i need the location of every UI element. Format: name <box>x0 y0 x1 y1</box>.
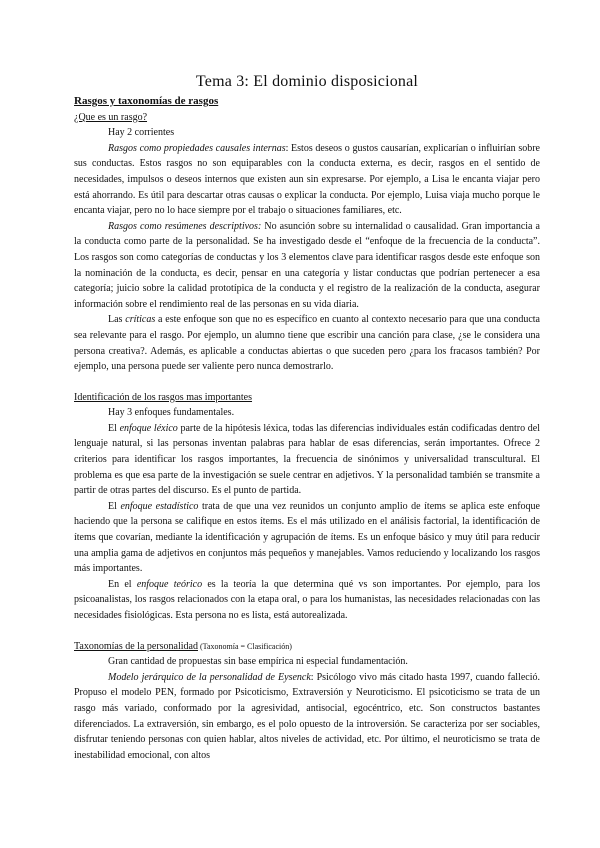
emphasis-term: Rasgos como propiedades causales internas <box>108 142 286 154</box>
subsection-note: (Taxonomía = Clasificación) <box>197 641 292 651</box>
section-heading: Rasgos y taxonomías de rasgos <box>74 95 219 107</box>
paragraph: El enfoque estadístico trata de que una vez reunidos un conjunto amplio de ítems se aplica este enfoque haciendo que la persona se califique en estos ítems. Es el más utilizado en el análisis factorial, la identificación de ítems que covarían, mediante la identificación y agrupación de ítems. Es un enfoque básico y muy útil para reducir una amplia gama de adjetivos en conjuntos más pequeños y manejables. Vamos reduciendo y localizando los rasgos más importantes. <box>74 500 540 575</box>
subsection-heading: ¿Que es un rasgo? <box>74 111 148 123</box>
emphasis-term: enfoque estadístico <box>120 500 199 512</box>
subsection-heading-row <box>74 639 540 655</box>
emphasis-term: críticas <box>125 314 156 326</box>
emphasis-term: Modelo jerárquico de la personalidad de Eysenck <box>108 671 311 683</box>
paragraph: Modelo jerárquico de la personalidad de Eysenck: Psicólogo vivo más citado hasta 1997, cuando falleció. Propuso el modelo PEN, formado por Psicoticismo, Extraversión y Neuroticismo. El psicoticismo se trata de un rasgo más variado, conformado por la agresividad, antisocial, egocéntrico, etc. Son constructos bastantes diferenciados. La extraversión, sin embargo, es el polo opuesto de la introversión. Se caracteriza por ser sociables, disfrutar teniendo personas con quien hablar, altos niveles de actividad, etc. Por último, el neuroticismo se trata de inestabilidad emocional, con altos <box>74 671 540 761</box>
emphasis-term: enfoque léxico <box>119 422 178 434</box>
subsection-heading: Taxonomías de la personalidad <box>74 640 198 652</box>
paragraph: Hay 3 enfoques fundamentales. <box>108 407 235 419</box>
page-title: Tema 3: El dominio disposicional <box>195 73 419 90</box>
paragraph: Rasgos como resúmenes descriptivos: No asunción sobre su internalidad o causalidad. Gran importancia a la conducta como parte de la personalidad. Se ha investigado desde el “enfoque de la frecuencia de la conducta”. Los rasgos son como categorías de conductas y los 3 elementos clave para identificar rasgos desde este enfoque son la nominación de la conducta, es decir, pensar en una categoría y listar conductas que podrían pertenecer a esa categoría; juicio sobre la calidad prototípica de la conducta y el registro de la realización de la conducta, asegurar información sobre el rendimiento real de las personas en su vida diaria. <box>74 220 540 310</box>
paragraph: Rasgos como propiedades causales internas: Estos deseos o gustos causarían, explicarían o influirían sobre sus conductas. Estos rasgos no son equiparables con la conducta externa, es decir, rasgos en el sentido de necesidades, impulsos o deseos internos que existen aun sin expresarse. Por ejemplo, a Lisa le encanta viajar pero está ahorrando. Es útil para descartar otras causas o explicar la conducta. Por ejemplo, Luisa viaja mucho porque le encanta viajar, pero no lo hace siempre por el trabajo o situaciones familiares, etc. <box>74 142 540 217</box>
paragraph: Hay 2 corrientes <box>108 127 175 139</box>
emphasis-term: enfoque teórico <box>136 578 203 590</box>
paragraph: Gran cantidad de propuestas sin base empírica ni especial fundamentación. <box>108 656 408 668</box>
subsection-heading: Identificación de los rasgos mas importantes <box>74 391 253 403</box>
paragraph: El enfoque léxico parte de la hipótesis léxica, todas las diferencias individuales están codificadas dentro del lenguaje natural, si las personas inventan palabras para hablar de esas diferencias, serán importantes. Ofrece 2 criterios para identificar los rasgos importantes, la frecuencia de sinónimos y universalidad transcultural. El problema es que esa parte de la investigación se suele centrar en adjetivos. Y la personalidad también se transmite a partir de otras partes del discurso. Es el punto de partida. <box>74 422 541 497</box>
paragraph: Las críticas a este enfoque son que no es específico en cuanto al contexto necesario para que una conducta sea relevante para el rasgo. Por ejemplo, un alumno tiene que escribir una canción para clase, ¿se le considera una persona creativa?. Además, es aplicable a conductas abiertas o que suceden pero ¿para los fracasos también? Por ejemplo, una persona puede ser valiente pero nunca demostrarlo. <box>74 314 540 373</box>
paragraph: En el enfoque teórico es la teoría la que determina qué vs son importantes. Por ejemplo, para los psicoanalistas, los rasgos relacionados con la etapa oral, o para los humanistas, las necesidades relacionadas con las necesidades fisiológicas. Esta persona no es lista, está autorealizada. <box>74 578 540 621</box>
emphasis-term: Rasgos como resúmenes descriptivos: <box>108 220 262 232</box>
